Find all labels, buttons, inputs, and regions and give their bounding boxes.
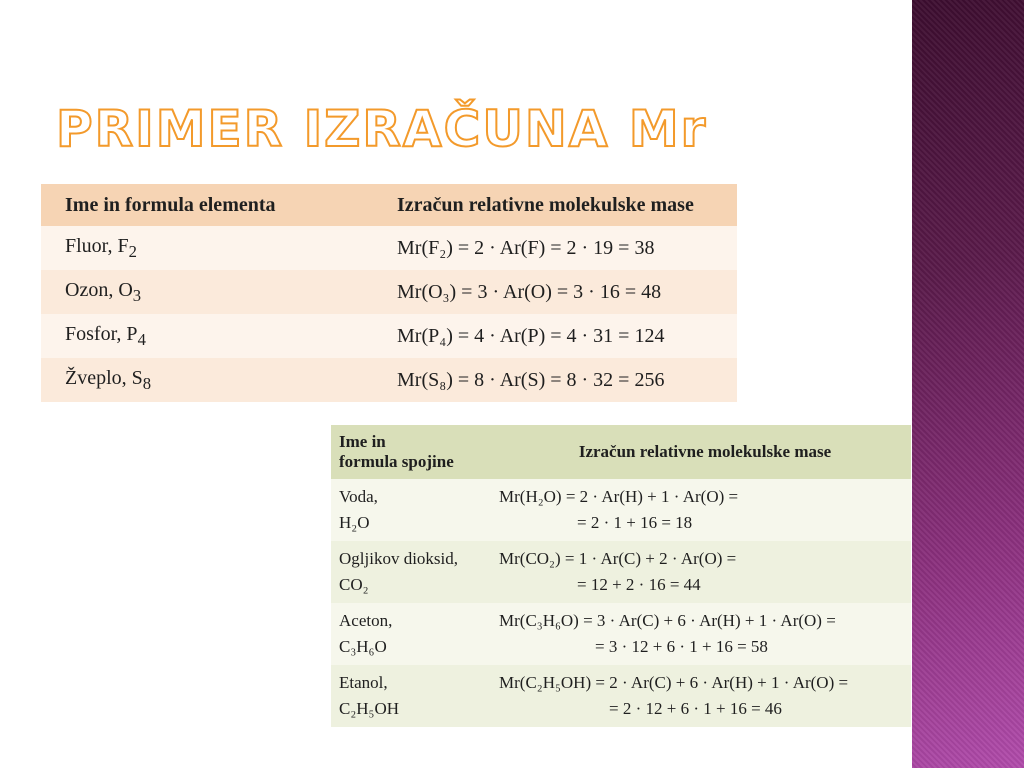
compound-calculation: Mr(C₂H₅OH) = 2 · Ar(C) + 6 · Ar(H) + 1 · Ar(O) = = 2 · 12 + 6 · 1 + 16 = 46 bbox=[499, 665, 911, 727]
element-name: Ozon, $O_3$ bbox=[41, 270, 373, 314]
element-name: Žveplo, $S_8$ bbox=[41, 358, 373, 402]
slide-title: PRIMER IZRAČUNA Mr bbox=[56, 100, 708, 158]
table-row bbox=[331, 541, 911, 603]
compound-calculation: Mr(CO₂) = 1 · Ar(C) + 2 · Ar(O) = = 12 + 2 · 16 = 44 bbox=[499, 541, 911, 603]
element-calculation: Mr(O₃) = 3 · Ar(O) = 3 · 16 = 48 bbox=[373, 270, 737, 314]
element-calculation: Mr(P₄) = 4 · Ar(P) = 4 · 31 = 124 bbox=[373, 314, 737, 358]
elements-table bbox=[41, 184, 737, 402]
column-header-calculation: Izračun relativne molekulske mase bbox=[373, 184, 737, 226]
column-header-calculation: Izračun relativne molekulske mase bbox=[499, 425, 911, 479]
compound-calculation: Mr(H₂O) = 2 · Ar(H) + 1 · Ar(O) = = 2 · 1 + 16 = 18 bbox=[499, 479, 911, 541]
table-row bbox=[41, 226, 737, 270]
compound-name: Aceton, C₃H₆O bbox=[331, 603, 499, 665]
table-row bbox=[331, 665, 911, 727]
table-row bbox=[41, 358, 737, 402]
table-row bbox=[331, 479, 911, 541]
compound-name: Etanol, C₂H₅OH bbox=[331, 665, 499, 727]
decorative-side-band bbox=[912, 0, 1024, 768]
element-calculation: Mr(F₂) = 2 · Ar(F) = 2 · 19 = 38 bbox=[373, 226, 737, 270]
compound-calculation: Mr(C₃H₆O) = 3 · Ar(C) + 6 · Ar(H) + 1 · Ar(O) = = 3 · 12 + 6 · 1 + 16 = 58 bbox=[499, 603, 911, 665]
element-name: Fluor, $F_2$ bbox=[41, 226, 373, 270]
table-row bbox=[331, 603, 911, 665]
element-calculation: Mr(S₈) = 8 · Ar(S) = 8 · 32 = 256 bbox=[373, 358, 737, 402]
compound-name: Voda, H₂O bbox=[331, 479, 499, 541]
table-row bbox=[41, 270, 737, 314]
column-header-compound: Ime in formula spojine bbox=[331, 425, 499, 479]
column-header-element: Ime in formula elementa bbox=[41, 184, 373, 226]
element-name: Fosfor, $P_4$ bbox=[41, 314, 373, 358]
table-row bbox=[41, 314, 737, 358]
table-header-row bbox=[41, 184, 737, 226]
compound-name: Ogljikov dioksid, CO₂ bbox=[331, 541, 499, 603]
compounds-table bbox=[331, 425, 911, 727]
table-header-row bbox=[331, 425, 911, 479]
